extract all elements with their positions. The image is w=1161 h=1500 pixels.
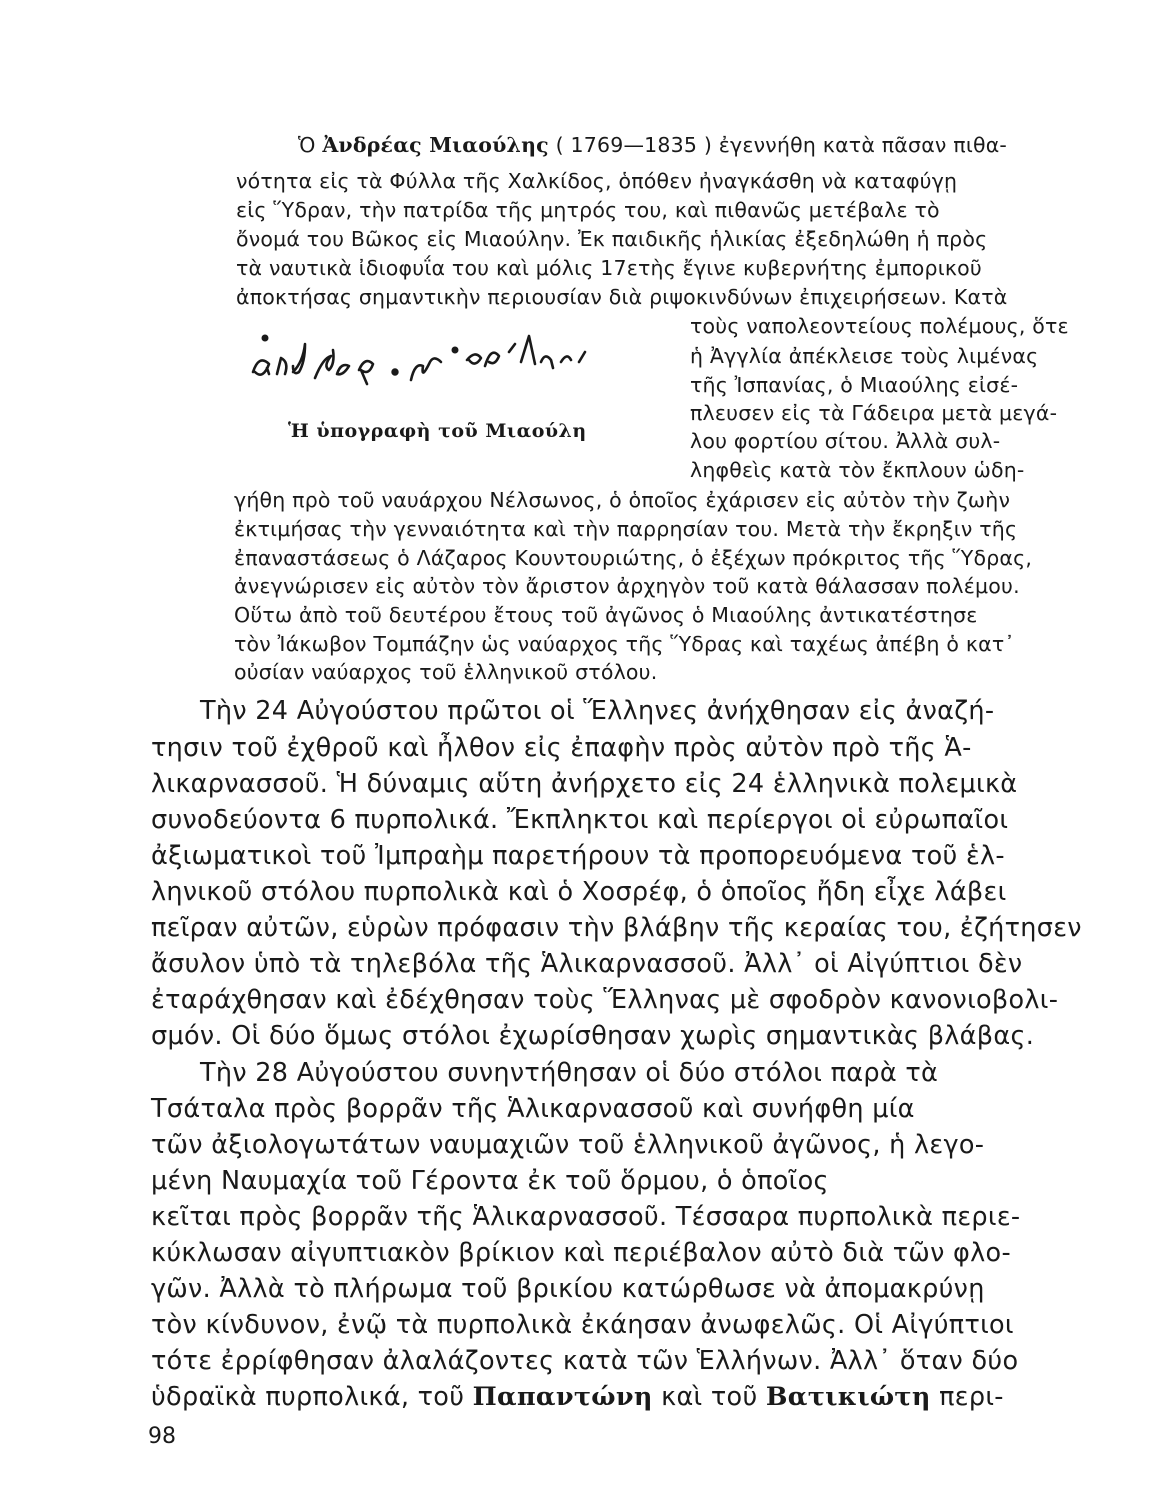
papantonis-name: Παπαντώνη [472,1382,653,1412]
body-line: τὸν κίνδυνον, ἐνῷ τὰ πυρπολικὰ ἐκάησαν ἀνωφελῶς. Οἱ Αἰγύπτιοι [151,1310,1014,1340]
right-column-line: ἡ Ἀγγλία ἀπέκλεισε τοὺς λιμένας [690,344,1039,368]
signature-caption: Ἡ ὑπογραφὴ τοῦ Μιαούλη [288,420,587,442]
handwritten-signature-image [245,322,685,394]
body-line: κύκλωσαν αἰγυπτιακὸν βρίκιον καὶ περιέβαλον αὐτὸ διὰ τῶν φλο- [151,1238,1011,1268]
body-line: συνοδεύοντα 6 πυρπολικά. Ἔκπληκτοι καὶ περίεργοι οἱ εὐρωπαῖοι [151,805,1009,835]
intro-first-line [298,133,1007,157]
intro-line: οὐσίαν ναύαρχος τοῦ ἑλληνικοῦ στόλου. [234,660,658,684]
body-line: ἄσυλον ὑπὸ τὰ τηλεβόλα τῆς Ἁλικαρνασσοῦ. Ἀλλ᾽ οἱ Αἰγύπτιοι δὲν [151,949,1023,979]
vatikiotis-name: Βατικιώτη [765,1382,931,1412]
intro-line: ἀποκτήσας σημαντικὴν περιουσίαν διὰ ριψοκινδύνων ἐπιχειρήσεων. Κατὰ [236,285,1008,309]
last-line-text: ὑδραϊκὰ πυρπολικά, τοῦ [151,1382,473,1412]
body-line: Τὴν 24 Αὐγούστου πρῶτοι οἱ Ἕλληνες ἀνήχθησαν εἰς ἀναζή- [200,696,995,726]
intro-first-line-rest: ( 1769—1835 ) ἐγεννήθη κατὰ πᾶσαν πιθα- [548,133,1008,157]
body-line: τότε ἐρρίφθησαν ἀλαλάζοντες κατὰ τῶν Ἑλλήνων. Ἀλλ᾽ ὅταν δύο [151,1346,1019,1376]
intro-line: νότητα εἰς τὰ Φύλλα τῆς Χαλκίδος, ὁπόθεν ἠναγκάσθη νὰ καταφύγῃ [236,169,958,193]
body-line: Τὴν 28 Αὐγούστου συνηντήθησαν οἱ δύο στόλοι παρὰ τὰ [200,1058,939,1088]
body-line: κεῖται πρὸς βορρᾶν τῆς Ἁλικαρνασσοῦ. Τέσσαρα πυρπολικὰ περιε- [151,1202,1021,1232]
body-line: μένη Ναυμαχία τοῦ Γέροντα ἐκ τοῦ ὅρμου, ὁ ὁποῖος [151,1166,829,1196]
body-line: ληνικοῦ στόλου πυρπολικὰ καὶ ὁ Χοσρέφ, ὁ ὁποῖος ἤδη εἶχε λάβει [151,877,1007,907]
body-line: τῶν ἀξιολογωτάτων ναυμαχιῶν τοῦ ἑλληνικοῦ ἀγῶνος, ἡ λεγο- [151,1130,985,1160]
last-line-text: καὶ τοῦ [652,1382,766,1412]
intro-line: τὰ ναυτικὰ ἰδιοφυΐα του καὶ μόλις 17ετὴς ἔγινε κυβερνήτης ἐμπορικοῦ [236,256,982,280]
body-line: τησιν τοῦ ἐχθροῦ καὶ ἦλθον εἰς ἐπαφὴν πρὸς αὐτὸν πρὸ τῆς Ἁ- [151,733,972,763]
intro-line: γήθη πρὸ τοῦ ναυάρχου Νέλσωνος, ὁ ὁποῖος ἐχάρισεν εἰς αὐτὸν τὴν ζωὴν [234,488,1011,512]
body-line: σμόν. Οἱ δύο ὅμως στόλοι ἐχωρίσθησαν χωρὶς σημαντικὰς βλάβας. [151,1021,1035,1051]
body-line: πεῖραν αὐτῶν, εὑρὼν πρόφασιν τὴν βλάβην τῆς κεραίας του, ἐζήτησεν [151,913,1082,943]
body-line: γῶν. Ἀλλὰ τὸ πλήρωμα τοῦ βρικίου κατώρθωσε νὰ ἀπομακρύνῃ [151,1274,985,1304]
body-line: λικαρνασσοῦ. Ἡ δύναμις αὕτη ἀνήρχετο εἰς 24 ἑλληνικὰ πολεμικὰ [151,769,1018,799]
body-line: Τσάταλα πρὸς βορρᾶν τῆς Ἁλικαρνασσοῦ καὶ συνήφθη μία [151,1094,915,1124]
intro-line: ἐπαναστάσεως ὁ Λάζαρος Κουντουριώτης, ὁ ἐξέχων πρόκριτος τῆς Ὕδρας, [234,546,1033,570]
intro-line: Οὕτω ἀπὸ τοῦ δευτέρου ἔτους τοῦ ἀγῶνος ὁ Μιαούλης ἀντικατέστησε [234,603,978,627]
intro-article: Ὁ [298,133,323,157]
miaoulis-name: Ἀνδρέας Μιαούλης [322,133,549,157]
miaoulis-signature [245,322,685,394]
right-column-line: λου φορτίου σίτου. Ἀλλὰ συλ- [690,429,1001,453]
intro-line: ἀνεγνώρισεν εἰς αὐτὸν τὸν ἄριστον ἀρχηγὸν τοῦ κατὰ θάλασσαν πολέμου. [234,574,1020,598]
intro-line: ὄνομά του Βῶκος εἰς Μιαούλην. Ἐκ παιδικῆς ἡλικίας ἐξεδηλώθη ἡ πρὸς [236,227,988,251]
right-column-line: τῆς Ἰσπανίας, ὁ Μιαούλης εἰσέ- [690,373,1019,397]
intro-line: εἰς Ὕδραν, τὴν πατρίδα τῆς μητρός του, καὶ πιθανῶς μετέβαλε τὸ [236,198,940,222]
body-last-line [151,1382,1004,1412]
body-line: ἐταράχθησαν καὶ ἐδέχθησαν τοὺς Ἕλληνας μὲ σφοδρὸν κανονιοβολι- [151,985,1059,1015]
intro-line: ἐκτιμήσας τὴν γενναιότητα καὶ τὴν παρρησίαν του. Μετὰ τὴν ἔκρηξιν τῆς [234,517,1018,541]
right-column-line: τοὺς ναπολεοντείους πολέμους, ὅτε [690,314,1069,338]
right-column-line: ληφθεὶς κατὰ τὸν ἔκπλουν ὡδη- [690,458,1025,482]
intro-line: τὸν Ἰάκωβον Τομπάζην ὡς ναύαρχος τῆς Ὕδρας καὶ ταχέως ἀπέβη ὁ κατ᾽ [234,632,1015,656]
last-line-text: περι- [930,1382,1004,1412]
body-line: ἀξιωματικοὶ τοῦ Ἰμπραὴμ παρετήρουν τὰ προπορευόμενα τοῦ ἑλ- [151,841,1005,871]
page-number: 98 [148,1424,176,1449]
right-column-line: πλευσεν εἰς τὰ Γάδειρα μετὰ μεγά- [690,401,1058,425]
